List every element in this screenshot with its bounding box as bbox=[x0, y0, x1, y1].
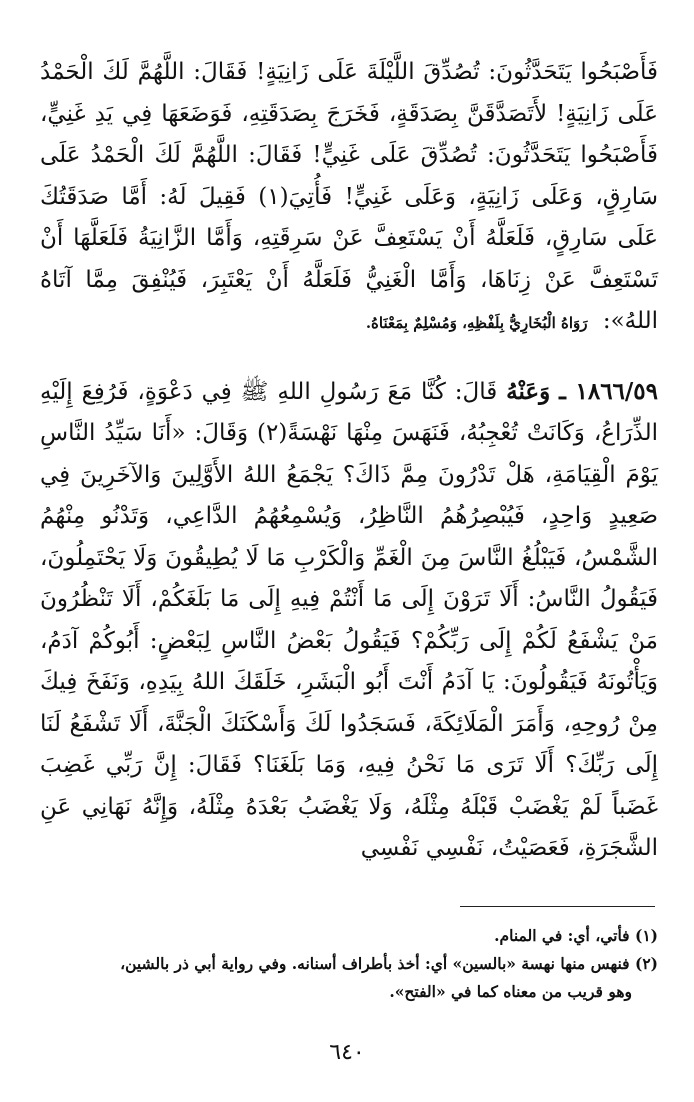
footnote-divider bbox=[460, 906, 655, 907]
footnotes bbox=[40, 922, 658, 1006]
hadith-paragraph-2 bbox=[40, 371, 658, 870]
narrator-intro: وَعَنْهُ bbox=[506, 377, 551, 405]
main-text bbox=[40, 52, 658, 870]
paragraph-1-body: فَأَصْبَحُوا يَتَحَدَّثُونَ: تُصُدِّقَ اللَّيْلَةَ عَلَى زَانِيَةٍ! فَقَالَ: اللَّهُمَّ لَكَ الْحَمْدُ عَلَى زَانِيَةٍ! لأَتَصَدَّقَنَّ بِصَدَقَةٍ، فَخَرَجَ بِصَدَقَتِهِ، فَوَضَعَهَا فِي يَدِ غَنِيٍّ، فَأَصْبَحُوا يَتَحَدَّثُونَ: تُصُدِّقَ عَلَى غَنِيٍّ! فَقَالَ: اللَّهُمَّ لَكَ الْحَمْدُ عَلَى سَارِقٍ، وَعَلَى زَانِيَةٍ، وَعَلَى غَنِيٍّ! فَأُتِيَ(١) فَقِيلَ لَهُ: أَمَّا صَدَقَتُكَ عَلَى سَارِقٍ، فَلَعَلَّهُ أَنْ يَسْتَعِفَّ عَنْ سَرِقَتِهِ، وَأَمَّا الزَّانِيَةُ فَلَعَلَّهَا أَنْ تَسْتَعِفَّ عَنْ زِنَاهَا، وَأَمَّا الْغَنِيُّ فَلَعَلَّهُ أَنْ يَعْتَبِرَ، فَيُنْفِقَ مِمَّا آتَاهُ اللهُ»: bbox=[40, 59, 658, 334]
page-number: ٦٤٠ bbox=[329, 1040, 365, 1065]
paragraph-2-body: قَالَ: كُنَّا مَعَ رَسُولِ اللهِ ﷺ فِي دَعْوَةٍ، فَرُفِعَ إِلَيْهِ الذِّرَاعُ، وَكَانَتْ تُعْجِبُهُ، فَنَهَسَ مِنْهَا نَهْسَةً(٢) وَقَالَ: «أَنَا سَيِّدُ النَّاسِ يَوْمَ الْقِيَامَةِ، هَلْ تَدْرُونَ مِمَّ ذَاكَ؟ يَجْمَعُ اللهُ الأَوَّلِينَ وَالآخَرِينَ فِي صَعِيدٍ وَاحِدٍ، فَيُبْصِرُهُمُ النَّاظِرُ، وَيُسْمِعُهُمُ الدَّاعِي، وَتَدْنُو مِنْهُمُ الشَّمْسُ، فَيَبْلُغُ النَّاسَ مِنَ الْغَمِّ وَالْكَرْبِ مَا لَا يُطِيقُونَ وَلَا يَحْتَمِلُونَ، فَيَقُولُ النَّاسُ: أَلَا تَرَوْنَ إِلَى مَا أَنْتُمْ فِيهِ إِلَى مَا بَلَغَكُمْ، أَلَا تَنْظُرُونَ مَنْ يَشْفَعُ لَكُمْ إِلَى رَبِّكُمْ؟ فَيَقُولُ بَعْضُ النَّاسِ لِبَعْضٍ: أَبُوكُمْ آدَمُ، وَيَأْتُونَهُ فَيَقُولُونَ: يَا آدَمُ أَنْتَ أَبُو الْبَشَرِ، خَلَقَكَ اللهُ بِيَدِهِ، وَنَفَخَ فِيكَ مِنْ رُوحِهِ، وَأَمَرَ الْمَلَائِكَةَ، فَسَجَدُوا لَكَ وَأَسْكَنَكَ الْجَنَّةَ، أَلَا تَشْفَعُ لَنَا إِلَى رَبِّكَ؟ أَلَا تَرَى مَا نَحْنُ فِيهِ، وَمَا بَلَغَنَا؟ فَقَالَ: إِنَّ رَبِّي غَضِبَ غَضَباً لَمْ يَغْضَبْ قَبْلَهُ مِثْلَهُ، وَلَا يَغْضَبُ بَعْدَهُ مِثْلَهُ، وَإِنَّهُ نَهَانِي عَنِ الشَّجَرَةِ، فَعَصَيْتُ، نَفْسِي نَفْسِي bbox=[40, 378, 658, 861]
footnote-2: (٢) فنهس منها نهسة «بالسين» أي: أخذ بأطراف أسنانه. وفي رواية أبي ذر بالشين، bbox=[120, 954, 658, 973]
hadith-paragraph-1 bbox=[40, 52, 658, 345]
hadith-number: ١٨٦٦/٥٩ ـ bbox=[559, 377, 659, 405]
footnote-1: (١) فأتي، أي: في المنام. bbox=[494, 926, 658, 945]
source-attribution: رَوَاهُ الْبُخَارِيُّ بِلَفْظِهِ، وَمُسْلِمٌ بِمَعْنَاهُ. bbox=[365, 314, 588, 332]
footnote-2-continuation: وهو قريب من معناه كما في «الفتح». bbox=[389, 982, 632, 1001]
